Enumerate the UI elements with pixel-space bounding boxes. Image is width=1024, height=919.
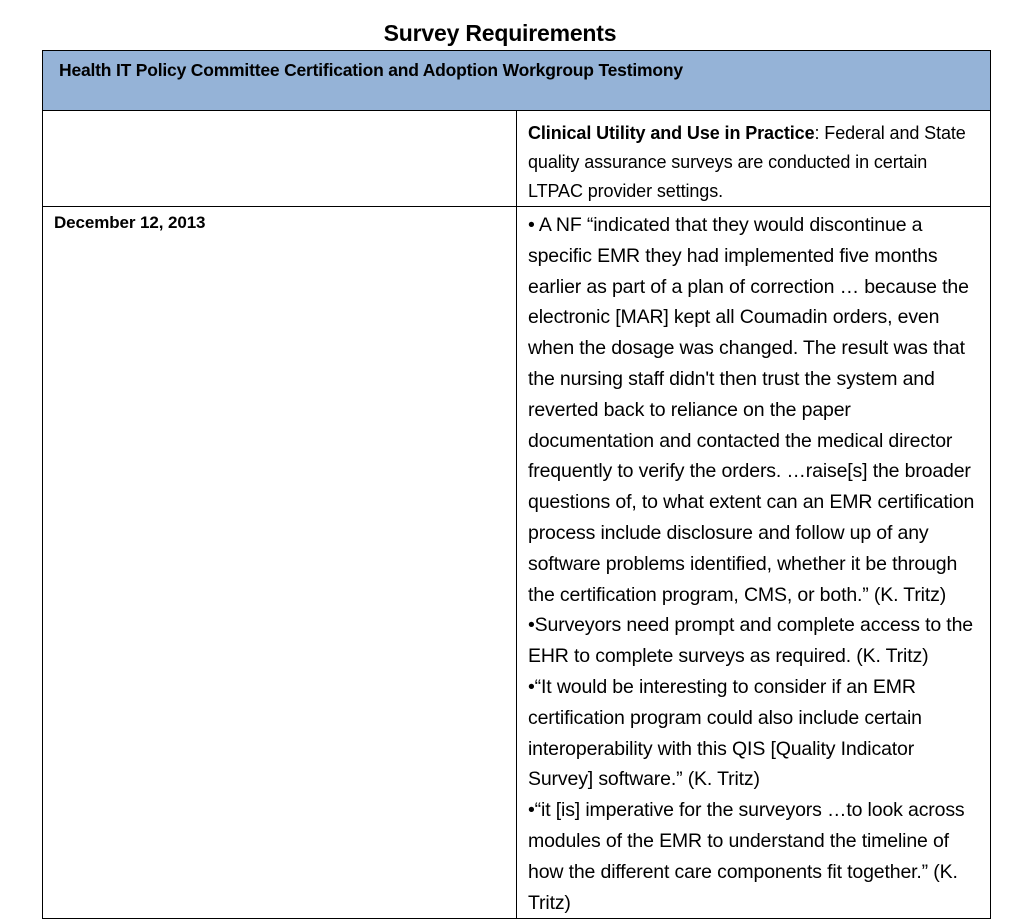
bullet-item: •“It would be interesting to consider if an EMR certification program could also include certain interoperability with this QIS [Quality Indicator Survey] software.” (K. Tritz) <box>528 675 922 791</box>
page-title: Survey Requirements <box>383 20 617 46</box>
bullet-list <box>528 210 980 918</box>
bullet-item: •Surveyors need prompt and complete access to the EHR to complete surveys as required. (K. Tritz) <box>528 614 973 668</box>
intro-lead: Clinical Utility and Use in Practice <box>528 123 815 143</box>
date-cell: December 12, 2013 <box>43 207 517 919</box>
intro-text: : Federal and State quality assurance surveys are conducted in certain LTPAC provider settings. <box>528 123 966 201</box>
header-row <box>43 51 991 111</box>
testimony-row <box>43 207 991 919</box>
bullet-item: •“it [is] imperative for the surveyors …to look across modules of the EMR to understand the timeline of how the different care components fit together.” (K. Tritz) <box>528 799 965 914</box>
testimony-table <box>42 50 991 919</box>
intro-cell <box>517 111 991 207</box>
intro-row <box>43 111 991 207</box>
empty-cell <box>43 111 517 207</box>
table-header: Health IT Policy Committee Certification and Adoption Workgroup Testimony <box>43 51 991 111</box>
bullet-item: • A NF “indicated that they would discontinue a specific EMR they had implemented five months earlier as part of a plan of correction … because the electronic [MAR] kept all Coumadin orders, even when the dosage was changed. The result was that the nursing staff didn't then trust the system and reverted back to reliance on the paper documentation and contacted the medical director frequently to verify the orders. …raise[s] the broader questions of, to what extent can an EMR certification process include disclosure and follow up of any software problems identified, whether it be through the certification program, CMS, or both.” (K. Tritz) <box>528 214 975 606</box>
testimony-cell <box>517 207 991 919</box>
